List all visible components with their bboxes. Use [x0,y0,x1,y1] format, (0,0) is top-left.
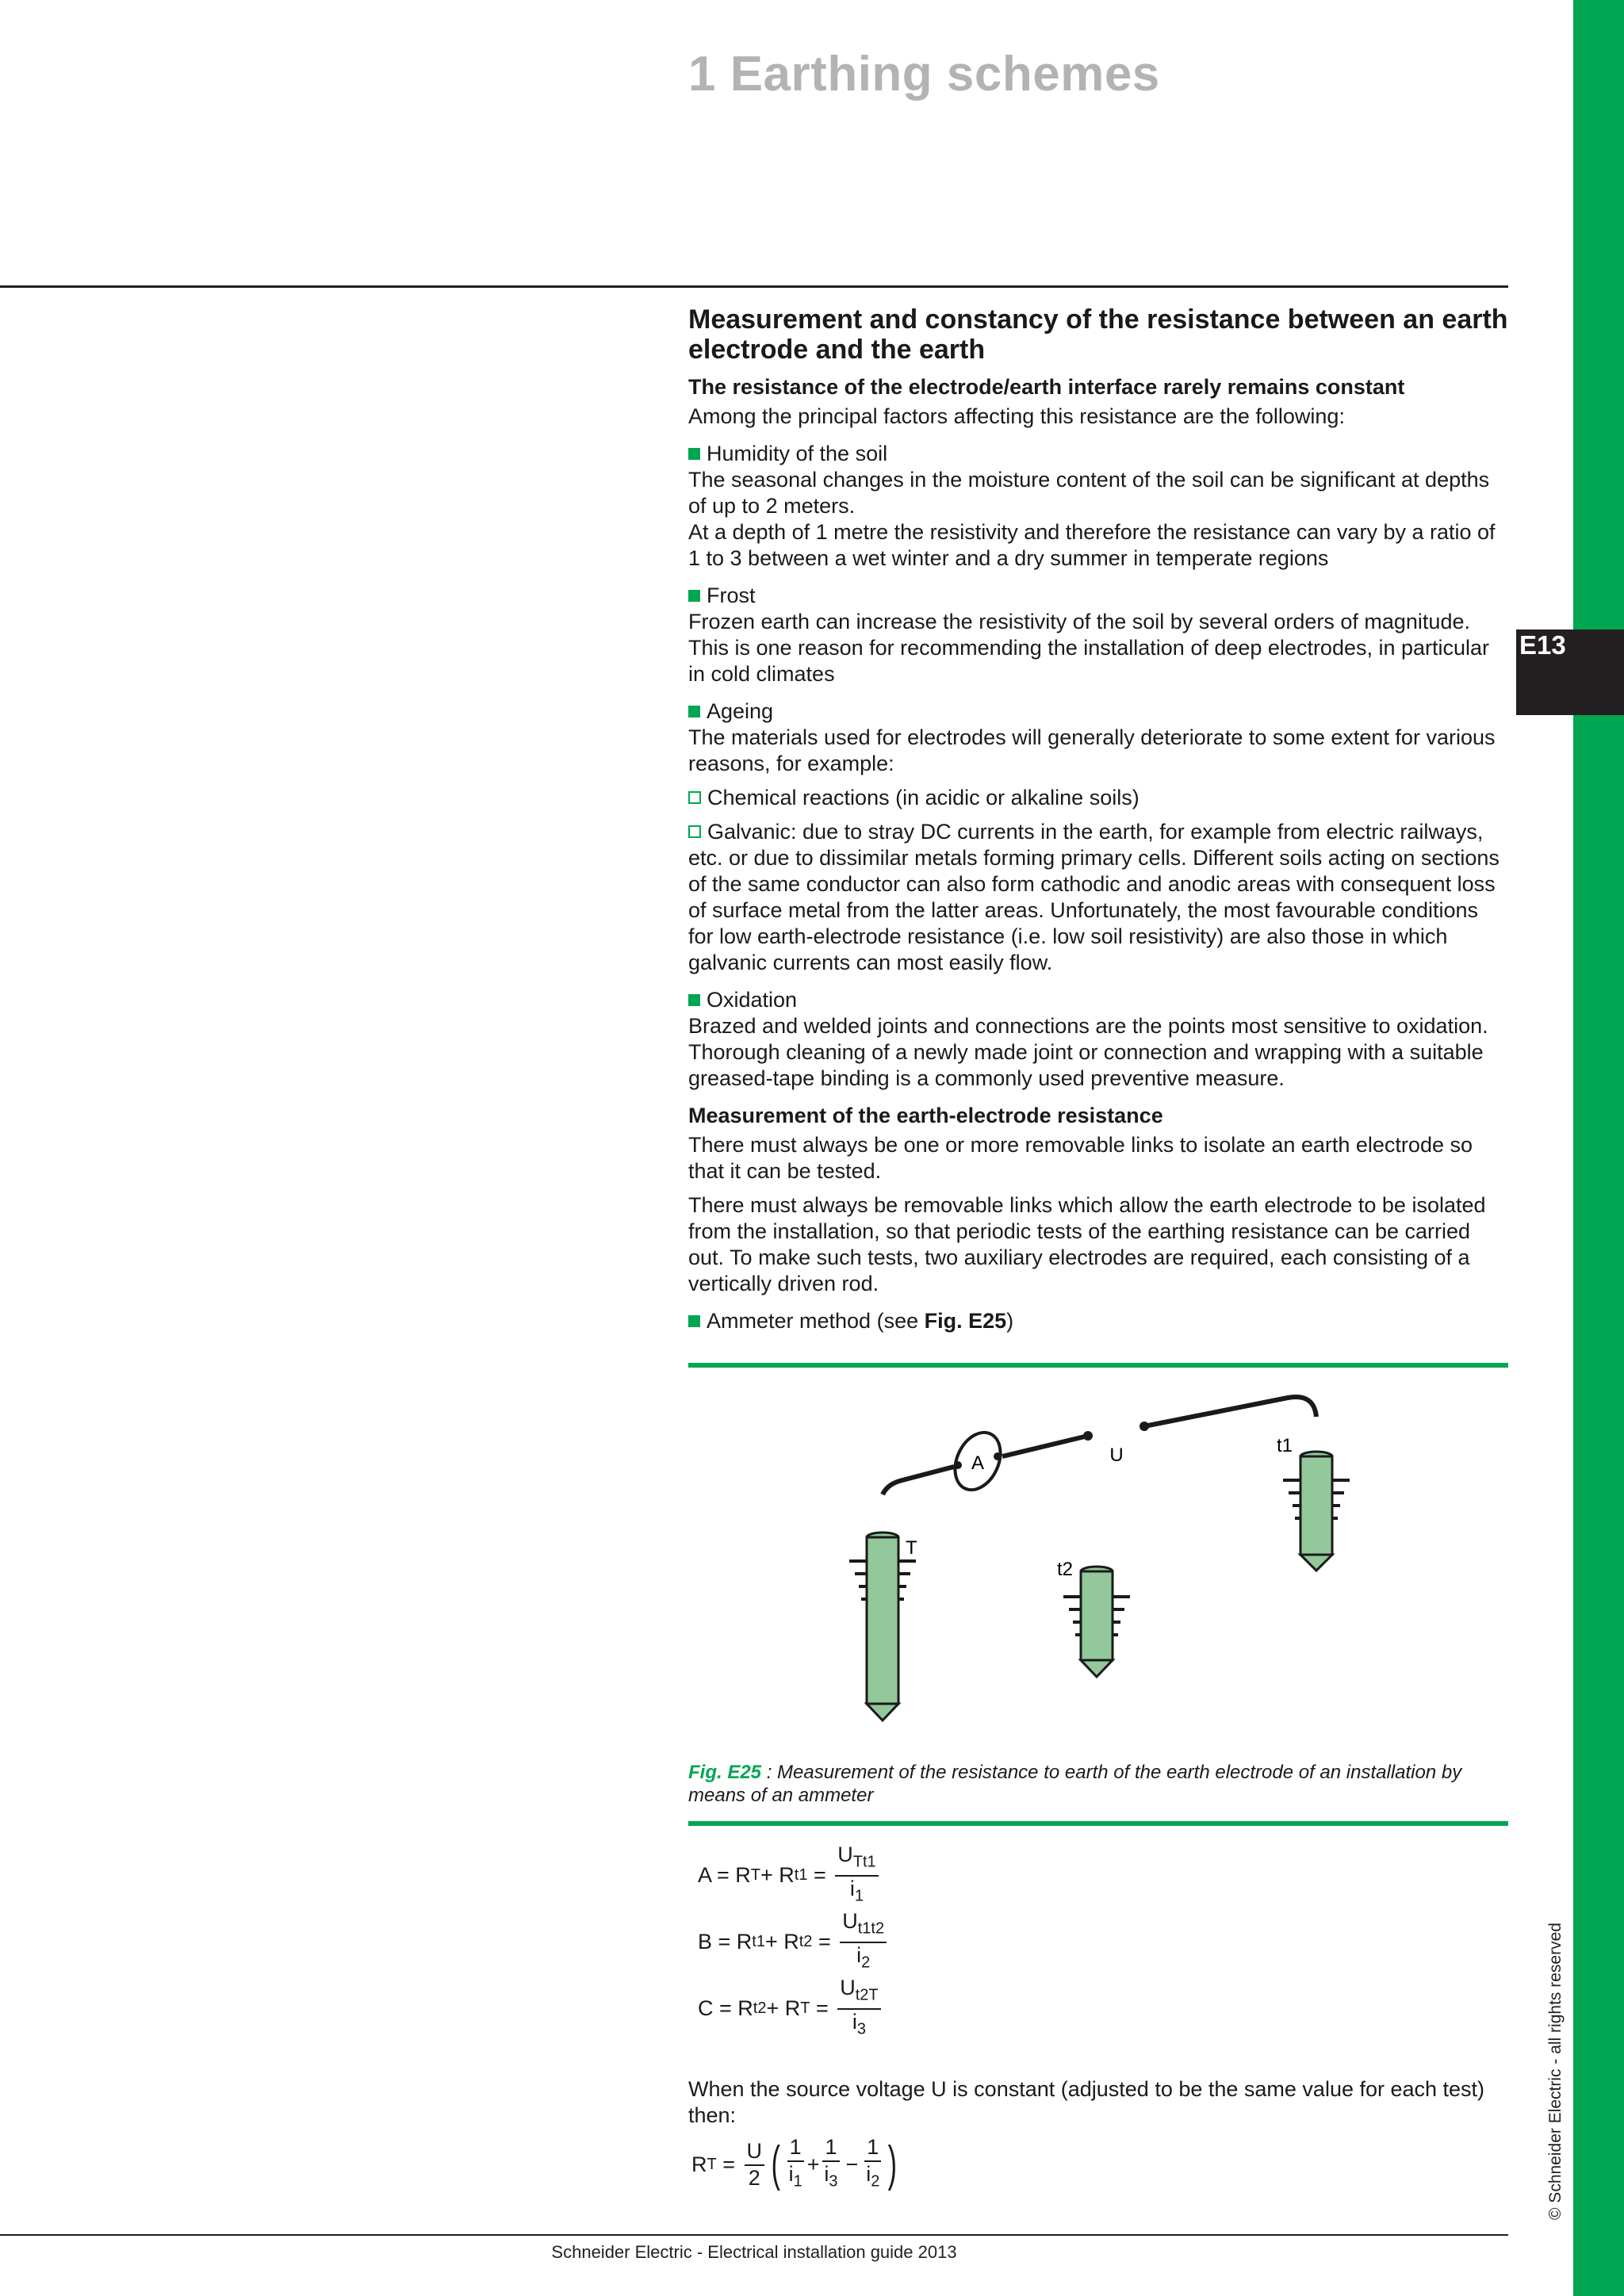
paragraph: The materials used for electrodes will generally deteriorate to some extent for various reasons, for example: [688,725,1496,775]
figure-caption [688,1761,1508,1807]
minus-sign: − [845,2152,859,2176]
paragraph: At a depth of 1 metre the resistivity and therefore the resistance can vary by a ratio of 1 to 3 between a wet winter and a dry summer in temperate regions [688,520,1496,570]
section-heading: Measurement and constancy of the resistance between an earth electrode and the earth [688,304,1508,365]
formula-term: + R [766,1996,801,2020]
bullet-square-icon [688,994,700,1006]
ammeter-terminal [954,1461,962,1469]
copyright-notice: © Schneider Electric - all rights reserved [1546,1923,1565,2220]
formula-subscript: T [707,2155,717,2173]
fraction-denominator: 2 [748,2166,760,2190]
paragraph: There must always be one or more removable links to isolate an earth electrode so that it can be tested. [688,1133,1473,1183]
denominator-subscript: 3 [856,2020,867,2038]
electrode-t2 [1063,1567,1130,1677]
fraction-1-over-i1 [787,2135,804,2193]
fraction-denominator [824,2162,837,2193]
top-divider [0,285,1508,288]
fraction-denominator [852,2010,866,2041]
denominator-subscript: 2 [871,2172,880,2191]
paragraph: Brazed and welded joints and connections are the points most sensitive to oxidation. Thorough cleaning of a newly made joint or connection and wrapping with a suitable greased-tape binding is a commonly used preventive measure. [688,1014,1488,1090]
formula-subscript: t1 [794,1866,808,1884]
denominator-symbol: i [788,2162,794,2187]
bullet-frost [688,583,1508,609]
numerator-symbol: U [842,1908,858,1933]
formula-subscript: T [800,1999,810,2017]
footer-text: Schneider Electric - Electrical installation guide 2013 [551,2242,957,2262]
subheading-measurement: Measurement of the earth-electrode resistance [688,1104,1163,1127]
denominator-symbol: i [856,1943,862,1967]
formula-equals: = [810,1996,835,2020]
wire-source-t1 [1144,1397,1316,1426]
fraction-denominator [789,2162,802,2193]
bullet-label: Ammeter method (see [707,1309,925,1333]
formula-term: R [691,2152,707,2176]
fraction-numerator [840,1909,887,1943]
formula-term: A = R [698,1862,751,1887]
source-terminal [1083,1431,1093,1441]
fraction-denominator [866,2162,879,2193]
subheading-interface: The resistance of the electrode/earth interface rarely remains constant [688,375,1405,399]
fraction-u-over-2 [745,2139,765,2190]
bullet-hollow-square-icon [688,791,701,804]
constant-voltage-text: When the source voltage U is constant (adjusted to be the same value for each test) then: [688,2077,1485,2127]
fraction-numerator: 1 [787,2135,804,2162]
formula-b [688,1908,1508,1975]
denominator-subscript: 2 [861,1954,871,1972]
chapter-title: 1 Earthing schemes [688,47,1160,101]
bullet-square-icon [688,1315,700,1327]
fraction-1-over-i3 [822,2135,839,2193]
denominator-subscript: 1 [793,2172,802,2191]
sub-bullet-label: Chemical reactions (in acidic or alkaline soils) [707,786,1139,809]
electrode-t2-label: t2 [1057,1559,1074,1580]
formula-subscript: T [750,1866,761,1884]
fraction-denominator [850,1877,864,1908]
formula-term: + R [764,1929,799,1954]
formula-a [688,1842,1508,1908]
denominator-symbol: i [824,2162,829,2187]
plus-sign: + [806,2152,820,2176]
fraction-numerator: 1 [864,2135,881,2162]
wire-T-ammeter [883,1467,954,1494]
bullet-ageing [688,698,1508,725]
denominator-subscript: 3 [829,2172,838,2191]
figure-bottom-rule [688,1821,1508,1826]
bullet-label: Oxidation [707,988,798,1012]
right-parenthesis: ) [887,2137,898,2191]
electrode-T-label: T [906,1537,917,1559]
fraction-numerator: U [745,2139,765,2166]
caption-text: : Measurement of the resistance to earth of the earth electrode of an installation by means of an ammeter [688,1762,1462,1806]
figure-e25 [688,1368,1508,1761]
fraction [837,1976,880,2042]
fraction-numerator [835,1843,878,1877]
bullet-label: Humidity of the soil [707,442,888,465]
electrode-T [849,1533,916,1720]
bullet-label-end: ) [1006,1309,1014,1333]
bullet-ammeter [688,1308,1508,1334]
ammeter-label: A [971,1452,985,1474]
formula-subscript: t2 [753,1999,767,2017]
ammeter-method-diagram [688,1368,1508,1761]
page-number: E13 [1519,630,1566,660]
intro-text: Among the principal factors affecting this resistance are the following: [688,404,1345,428]
formula-block [688,1842,1508,2200]
formula-term: + R [760,1862,795,1887]
source-label: U [1109,1445,1124,1466]
paragraph: Frozen earth can increase the resistivity of the soil by several orders of magnitude. This is one reason for recommending the installation of deep electrodes, in particular in cold climates [688,610,1490,686]
formula-equals: = [716,2152,741,2176]
formula-c [688,1975,1508,2042]
formula-term: C = R [698,1996,753,2020]
bullet-square-icon [688,706,700,718]
bullet-humidity [688,441,1508,467]
sub-bullet-galvanic [688,819,1508,976]
fraction [835,1843,878,1908]
denominator-symbol: i [866,2162,871,2187]
main-content [688,304,1508,2200]
bullet-oxidation [688,987,1508,1013]
caption-figure-number: Fig. E25 [688,1762,762,1783]
denominator-subscript: 1 [854,1887,864,1905]
numerator-symbol: U [840,1975,856,1999]
source-terminal [1139,1422,1149,1431]
formula-equals: = [807,1862,833,1887]
bullet-square-icon [688,590,700,602]
fraction-1-over-i2 [864,2135,881,2193]
fraction-numerator [837,1976,880,2010]
denominator-symbol: i [852,2010,857,2034]
bullet-label: Ageing [707,699,774,723]
side-color-bar [1573,0,1624,2296]
formula-term: B = R [698,1929,753,1954]
left-parenthesis: ( [771,2137,781,2191]
numerator-subscript: Tt1 [852,1853,876,1870]
bullet-square-icon [688,448,700,460]
formula-subscript: t2 [799,1932,813,1950]
fraction-denominator [856,1943,870,1974]
electrode-t1-label: t1 [1277,1435,1293,1456]
formula-equals: = [812,1929,837,1954]
bullet-label: Frost [707,584,756,607]
bottom-divider [0,2234,1508,2236]
wire-ammeter-source [1002,1436,1088,1456]
formula-subscript: t1 [752,1932,765,1950]
numerator-subscript: t1t2 [857,1919,885,1937]
denominator-symbol: i [849,1877,855,1900]
sub-bullet-label: Galvanic: due to stray DC currents in the earth, for example from electric railways, etc. or due to dissimilar metals forming primary cells. Different soils acting on sections of the same conductor can also form cathodic and anodic areas with consequent loss of surface metal from the latter areas. Unfortunately, the most favourable conditions for low earth-electrode resistance (i.e. low soil resistivity) are also those in which galvanic currents can most easily flow. [688,820,1500,974]
electrode-t1 [1283,1452,1350,1571]
paragraph: There must always be removable links which allow the earth electrode to be isolated from the installation, so that periodic tests of the earthing resistance can be carried out. To make such tests, two auxiliary electrodes are required, each consisting of a vertically driven rod. [688,1193,1486,1295]
numerator-subscript: t2T [855,1986,879,2003]
sub-bullet-chemical [688,785,1508,811]
numerator-symbol: U [837,1842,853,1866]
bullet-hollow-square-icon [688,825,701,838]
ammeter-terminal [994,1452,1002,1460]
fraction [840,1909,887,1975]
figure-reference: Fig. E25 [924,1309,1007,1333]
fraction-numerator: 1 [822,2135,839,2162]
paragraph: The seasonal changes in the moisture content of the soil can be significant at depths of up to 2 meters. [688,468,1490,518]
formula-rt [688,2129,1508,2200]
